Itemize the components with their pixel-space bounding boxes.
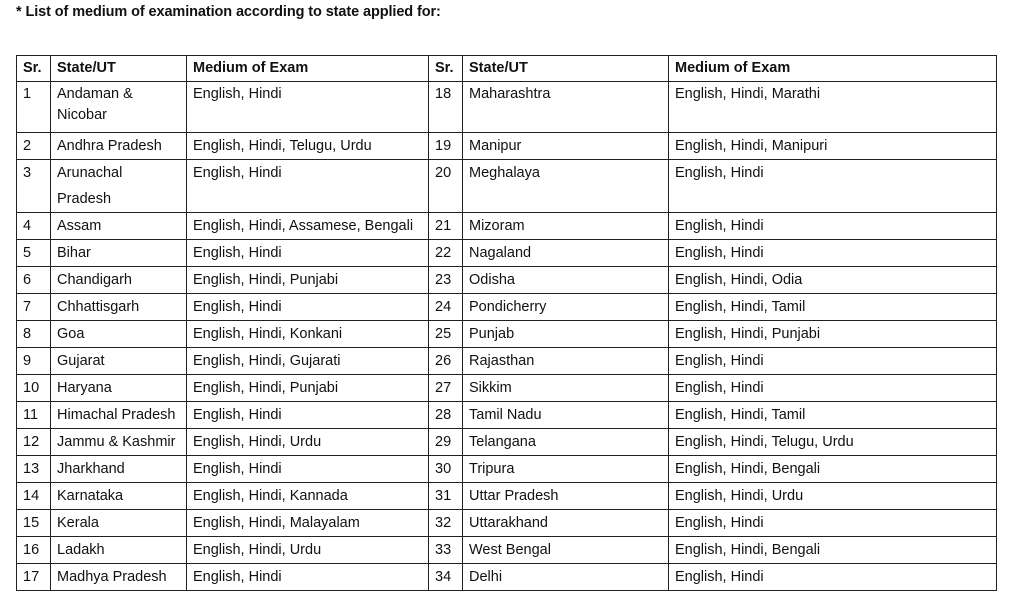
- right-medium-cell: English, Hindi: [669, 564, 997, 591]
- left-sr-cell: 5: [17, 240, 51, 267]
- right-state-cell: Manipur: [463, 133, 669, 160]
- header-state-left: State/UT: [51, 56, 187, 82]
- table-row: [17, 321, 997, 348]
- right-state-cell: Delhi: [463, 564, 669, 591]
- right-sr-cell: 33: [429, 537, 463, 564]
- left-state-cell: Andaman & Nicobar: [51, 82, 187, 133]
- right-state-cell: Tripura: [463, 456, 669, 483]
- right-medium-cell: English, Hindi, Telugu, Urdu: [669, 429, 997, 456]
- header-state-right: State/UT: [463, 56, 669, 82]
- right-sr-cell: 34: [429, 564, 463, 591]
- table-row: [17, 267, 997, 294]
- right-state-cell: Mizoram: [463, 213, 669, 240]
- left-sr-cell: 2: [17, 133, 51, 160]
- right-medium-cell: English, Hindi, Manipuri: [669, 133, 997, 160]
- left-sr-cell: 15: [17, 510, 51, 537]
- left-sr-cell: 14: [17, 483, 51, 510]
- right-state-cell: Odisha: [463, 267, 669, 294]
- right-medium-cell: English, Hindi, Bengali: [669, 456, 997, 483]
- right-sr-cell: 30: [429, 456, 463, 483]
- table-body: [17, 82, 997, 591]
- right-state-cell: Punjab: [463, 321, 669, 348]
- left-medium-cell: English, Hindi, Assamese, Bengali: [187, 213, 429, 240]
- table-row: [17, 375, 997, 402]
- right-state-cell: West Bengal: [463, 537, 669, 564]
- table-row: [17, 402, 997, 429]
- left-state-cell: Ladakh: [51, 537, 187, 564]
- right-state-cell: Tamil Nadu: [463, 402, 669, 429]
- right-sr-cell: 20: [429, 160, 463, 213]
- right-sr-cell: 29: [429, 429, 463, 456]
- left-state-cell: Assam: [51, 213, 187, 240]
- left-medium-cell: English, Hindi, Urdu: [187, 537, 429, 564]
- right-medium-cell: English, Hindi, Tamil: [669, 294, 997, 321]
- medium-of-exam-table: [16, 55, 997, 591]
- left-state-cell: Kerala: [51, 510, 187, 537]
- right-medium-cell: English, Hindi: [669, 160, 997, 213]
- left-sr-cell: 10: [17, 375, 51, 402]
- table-row: [17, 294, 997, 321]
- right-medium-cell: English, Hindi, Odia: [669, 267, 997, 294]
- right-state-cell: Rajasthan: [463, 348, 669, 375]
- table-row: [17, 456, 997, 483]
- left-sr-cell: 11: [17, 402, 51, 429]
- left-sr-cell: 13: [17, 456, 51, 483]
- left-medium-cell: English, Hindi, Urdu: [187, 429, 429, 456]
- table-row: [17, 240, 997, 267]
- left-medium-cell: English, Hindi: [187, 240, 429, 267]
- left-sr-cell: 4: [17, 213, 51, 240]
- right-sr-cell: 32: [429, 510, 463, 537]
- left-sr-cell: 12: [17, 429, 51, 456]
- left-sr-cell: 6: [17, 267, 51, 294]
- right-sr-cell: 26: [429, 348, 463, 375]
- table-row: [17, 564, 997, 591]
- right-medium-cell: English, Hindi: [669, 348, 997, 375]
- left-state-cell: Haryana: [51, 375, 187, 402]
- left-state-cell: Jammu & Kashmir: [51, 429, 187, 456]
- table-row: [17, 133, 997, 160]
- right-state-cell: Meghalaya: [463, 160, 669, 213]
- table-row: [17, 537, 997, 564]
- left-state-cell: Himachal Pradesh: [51, 402, 187, 429]
- table-row: [17, 483, 997, 510]
- header-medium-right: Medium of Exam: [669, 56, 997, 82]
- left-sr-cell: 3: [17, 160, 51, 213]
- left-state-cell: Andhra Pradesh: [51, 133, 187, 160]
- right-sr-cell: 25: [429, 321, 463, 348]
- header-sr-right: Sr.: [429, 56, 463, 82]
- left-medium-cell: English, Hindi: [187, 160, 429, 213]
- right-sr-cell: 21: [429, 213, 463, 240]
- left-state-cell: Karnataka: [51, 483, 187, 510]
- right-sr-cell: 27: [429, 375, 463, 402]
- right-medium-cell: English, Hindi, Urdu: [669, 483, 997, 510]
- right-state-cell: Nagaland: [463, 240, 669, 267]
- right-sr-cell: 31: [429, 483, 463, 510]
- right-sr-cell: 28: [429, 402, 463, 429]
- right-state-cell: Uttarakhand: [463, 510, 669, 537]
- right-medium-cell: English, Hindi: [669, 213, 997, 240]
- page-heading: * List of medium of examination according to state applied for:: [16, 4, 441, 20]
- table-row: [17, 510, 997, 537]
- right-state-cell: Telangana: [463, 429, 669, 456]
- right-medium-cell: English, Hindi: [669, 510, 997, 537]
- table-row: [17, 82, 997, 133]
- right-state-cell: Maharashtra: [463, 82, 669, 133]
- right-medium-cell: English, Hindi, Marathi: [669, 82, 997, 133]
- left-sr-cell: 7: [17, 294, 51, 321]
- right-state-cell: Sikkim: [463, 375, 669, 402]
- right-medium-cell: English, Hindi: [669, 240, 997, 267]
- left-medium-cell: English, Hindi, Kannada: [187, 483, 429, 510]
- right-sr-cell: 23: [429, 267, 463, 294]
- left-medium-cell: English, Hindi: [187, 294, 429, 321]
- right-medium-cell: English, Hindi, Tamil: [669, 402, 997, 429]
- left-medium-cell: English, Hindi, Telugu, Urdu: [187, 133, 429, 160]
- left-sr-cell: 16: [17, 537, 51, 564]
- left-medium-cell: English, Hindi: [187, 456, 429, 483]
- right-sr-cell: 18: [429, 82, 463, 133]
- left-sr-cell: 17: [17, 564, 51, 591]
- table-row: [17, 160, 997, 213]
- table-row: [17, 429, 997, 456]
- left-state-cell: Goa: [51, 321, 187, 348]
- header-medium-left: Medium of Exam: [187, 56, 429, 82]
- table-row: [17, 213, 997, 240]
- left-medium-cell: English, Hindi, Punjabi: [187, 375, 429, 402]
- right-sr-cell: 19: [429, 133, 463, 160]
- left-medium-cell: English, Hindi, Konkani: [187, 321, 429, 348]
- left-sr-cell: 8: [17, 321, 51, 348]
- right-medium-cell: English, Hindi, Punjabi: [669, 321, 997, 348]
- left-sr-cell: 9: [17, 348, 51, 375]
- left-state-cell: Chandigarh: [51, 267, 187, 294]
- header-sr-left: Sr.: [17, 56, 51, 82]
- left-state-cell: Chhattisgarh: [51, 294, 187, 321]
- left-medium-cell: English, Hindi, Malayalam: [187, 510, 429, 537]
- right-medium-cell: English, Hindi: [669, 375, 997, 402]
- left-medium-cell: English, Hindi, Punjabi: [187, 267, 429, 294]
- left-state-cell: Arunachal Pradesh: [51, 160, 187, 213]
- left-state-cell: Madhya Pradesh: [51, 564, 187, 591]
- left-state-cell: Gujarat: [51, 348, 187, 375]
- left-state-cell: Jharkhand: [51, 456, 187, 483]
- left-medium-cell: English, Hindi, Gujarati: [187, 348, 429, 375]
- left-state-cell: Bihar: [51, 240, 187, 267]
- right-medium-cell: English, Hindi, Bengali: [669, 537, 997, 564]
- table-header-row: [17, 56, 997, 82]
- right-state-cell: Pondicherry: [463, 294, 669, 321]
- left-medium-cell: English, Hindi: [187, 564, 429, 591]
- right-state-cell: Uttar Pradesh: [463, 483, 669, 510]
- left-sr-cell: 1: [17, 82, 51, 133]
- right-sr-cell: 22: [429, 240, 463, 267]
- left-medium-cell: English, Hindi: [187, 402, 429, 429]
- table-row: [17, 348, 997, 375]
- left-medium-cell: English, Hindi: [187, 82, 429, 133]
- right-sr-cell: 24: [429, 294, 463, 321]
